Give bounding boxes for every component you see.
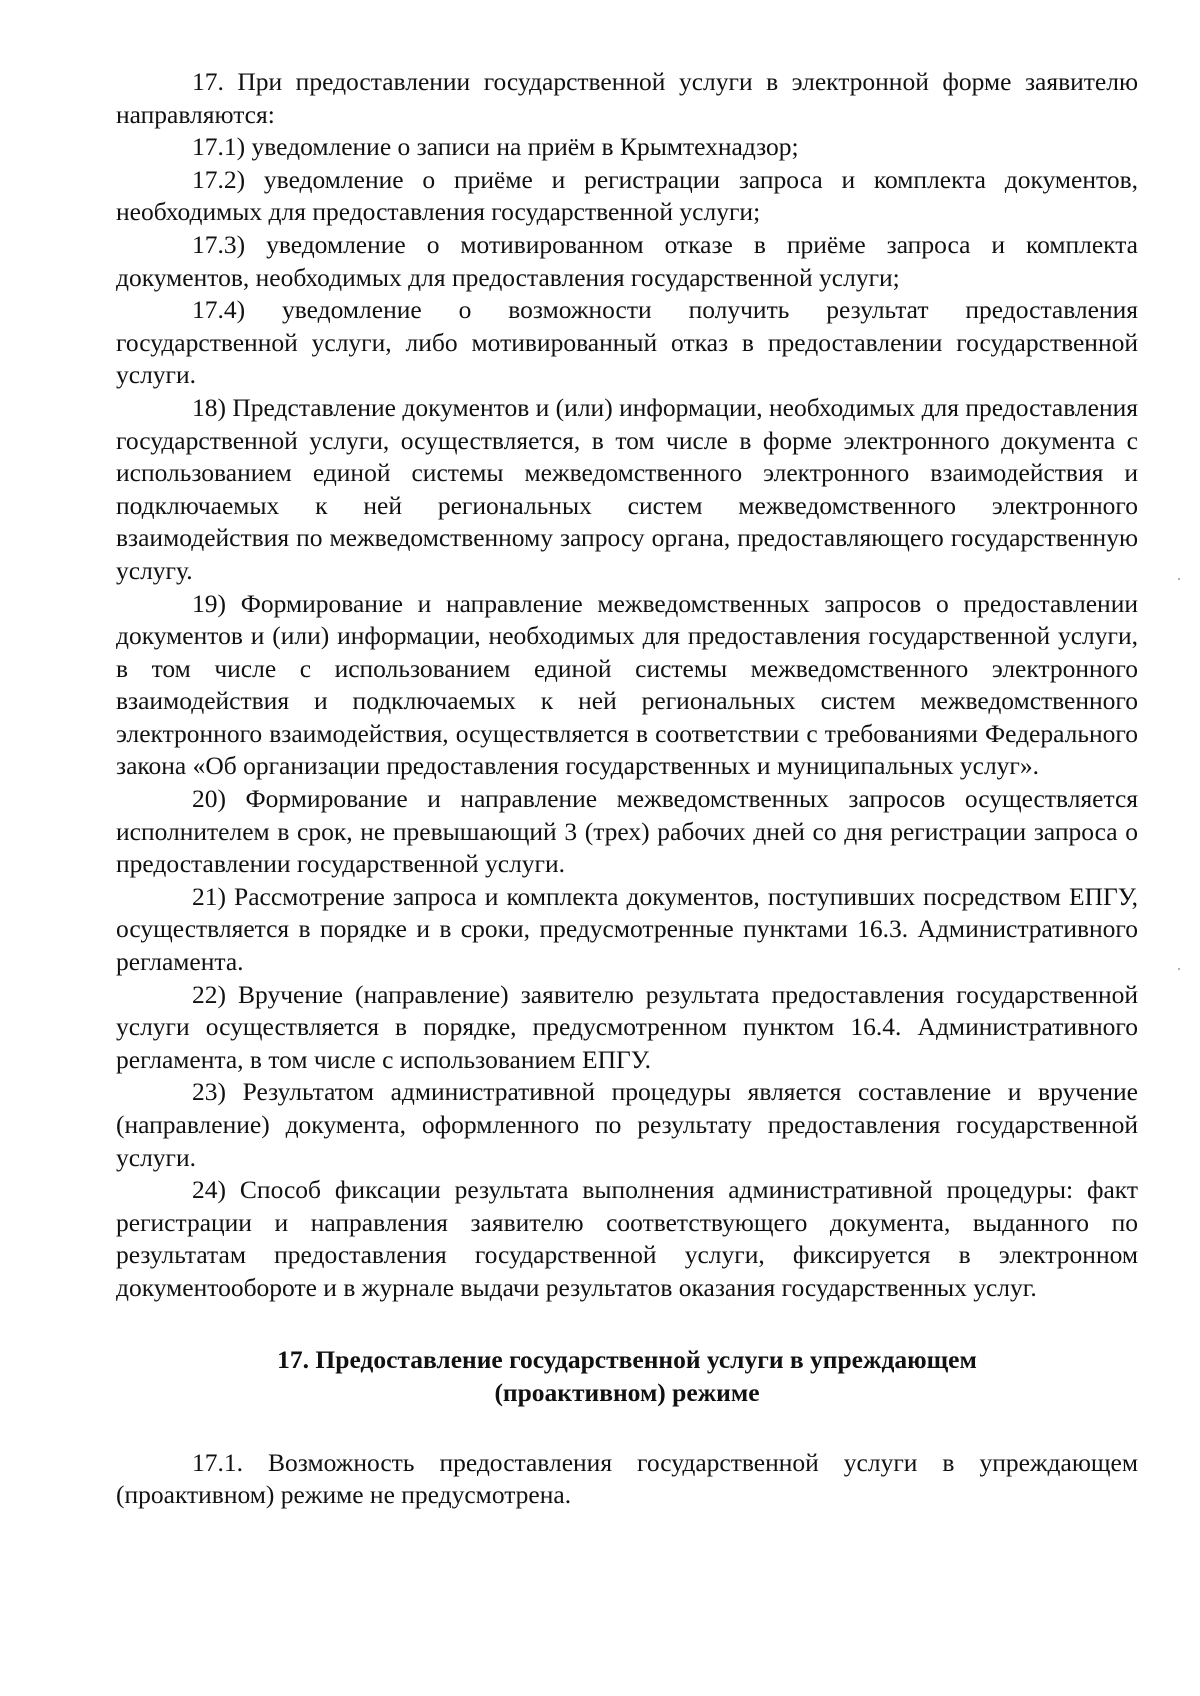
section-heading: 17. Предоставление государственной услуги в упреждающем (проактивном) режиме xyxy=(277,1344,977,1407)
paragraph-17-4: 17.4) уведомление о возможности получить результат предоставления государственной услуги, либо мотивированный отказ в предоставлении государственной услуги. xyxy=(116,295,1138,390)
scan-artifact xyxy=(1178,578,1180,580)
paragraph-19: 19) Формирование и направление межведомственных запросов о предоставлении документов и (или) информации, необходимых для предоставления государственной услуги, в том числе с использованием единой системы межведомственного электронного взаимодействия и подключаемых к ней региональных систем межведомственного электронного взаимодействия, осуществляется в соответствии с требованиями Федерального закона «Об организации предоставления государственных и муниципальных услуг». xyxy=(116,588,1138,781)
paragraph-17: 17. При предоставлении государственной услуги в электронной форме заявителю направляются: xyxy=(116,67,1138,129)
paragraph-20: 20) Формирование и направление межведомственных запросов осуществляется исполнителем в срок, не превышающий 3 (трех) рабочих дней со дня регистрации запроса о предоставлении государственной услуги. xyxy=(116,784,1138,879)
scan-artifact xyxy=(1178,968,1180,970)
paragraph-18: 18) Представление документов и (или) информации, необходимых для предоставления государственной услуги, осуществляется, в том числе в форме электронного документа с использованием единой системы межведомственного электронного взаимодействия и подключаемых к ней региональных систем межведомственного электронного взаимодействия по межведомственному запросу органа, предоставляющего государственную услугу. xyxy=(116,392,1138,585)
paragraph-17-2: 17.2) уведомление о приёме и регистрации запроса и комплекта документов, необходимых для предоставления государственной услуги; xyxy=(116,164,1138,227)
paragraph-21: 21) Рассмотрение запроса и комплекта документов, поступивших посредством ЕПГУ, осуществляется в порядке и в сроки, предусмотренные пунктами 16.3. Административного регламента. xyxy=(116,881,1138,977)
paragraph-23: 23) Результатом административной процедуры является составление и вручение (направление) документа, оформленного по результату предоставления государственной услуги. xyxy=(116,1077,1138,1172)
section-paragraph-17-1: 17.1. Возможность предоставления государственной услуги в упреждающем (проактивном) режиме не предусмотрена. xyxy=(116,1447,1138,1510)
document-body xyxy=(116,66,1138,1512)
paragraph-22: 22) Вручение (направление) заявителю результата предоставления государственной услуги осуществляется в порядке, предусмотренном пунктом 16.4. Административного регламента, в том числе с использованием ЕПГУ. xyxy=(116,979,1138,1074)
paragraph-17-1: 17.1) уведомление о записи на приём в Крымтехнадзор; xyxy=(192,132,799,162)
paragraph-17-3: 17.3) уведомление о мотивированном отказе в приёме запроса и комплекта документов, необходимых для предоставления государственной услуги; xyxy=(116,229,1138,292)
paragraph-24: 24) Способ фиксации результата выполнения административной процедуры: факт регистрации и направления заявителю соответствующего документа, выданного по результатам предоставления государственной услуги, фиксируется в электронном документообороте и в журнале выдачи результатов оказания государственных услуг. xyxy=(116,1175,1138,1302)
